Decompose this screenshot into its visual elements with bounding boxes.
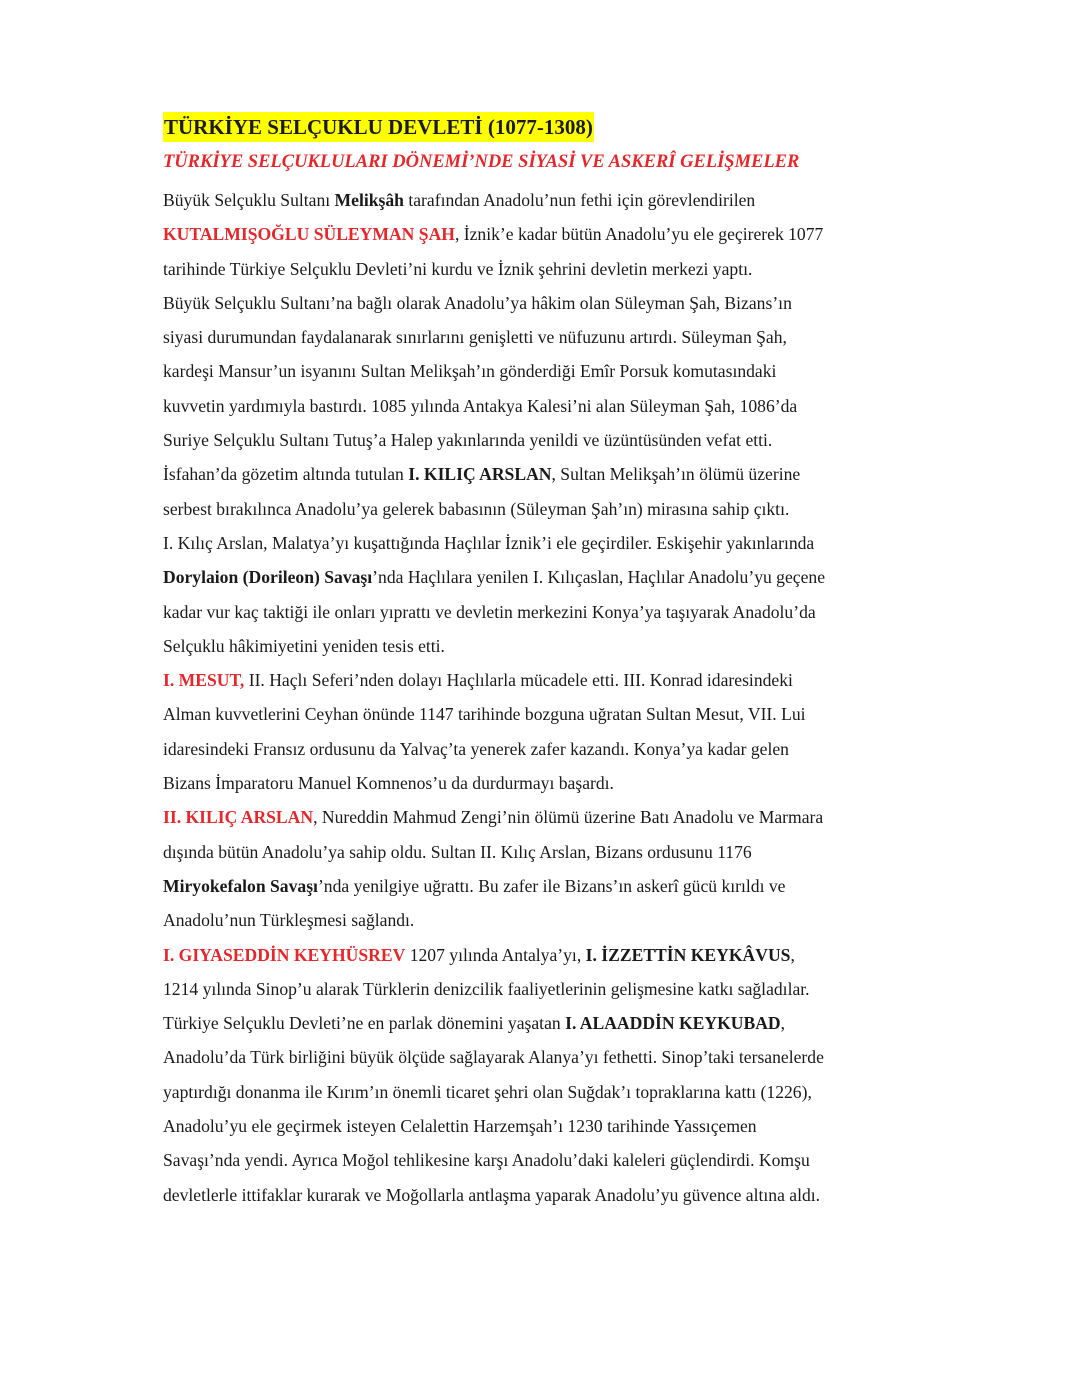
text-run: kardeşi Mansur’un isyanını Sultan Melikşah’ın gönderdiği Emîr Porsuk komutasındaki: [163, 361, 777, 382]
text-run: Anadolu’yu ele geçirmek isteyen Celalettin Harzemşah’ı 1230 tarihinde Yassıçemen: [163, 1116, 757, 1137]
text-run: devletlerle ittifaklar kurarak ve Moğollarla antlaşma yaparak Anadolu’yu güvence altına aldı.: [163, 1184, 821, 1205]
text-line: [163, 252, 923, 286]
text-line: [163, 732, 923, 766]
text-line: [163, 800, 923, 834]
text-line: [163, 560, 923, 594]
text-line: [163, 1143, 923, 1177]
text-line: [163, 526, 923, 560]
text-run: Türkiye Selçuklu Devleti’ne en parlak dönemini yaşatan: [163, 1013, 566, 1034]
text-run: dışında bütün Anadolu’ya sahip oldu. Sultan II. Kılıç Arslan, Bizans ordusunu 1176: [163, 841, 752, 862]
bold-term: I. KILIÇ ARSLAN: [408, 464, 552, 485]
text-run: ’nda Haçlılara yenilen I. Kılıçaslan, Haçlılar Anadolu’yu geçene: [372, 567, 826, 588]
text-run: Anadolu’nun Türkleşmesi sağlandı.: [163, 910, 415, 931]
text-run: siyasi durumundan faydalanarak sınırlarını genişletti ve nüfuzunu artırdı. Süleyman Şah,: [163, 327, 787, 348]
text-run: Selçuklu hâkimiyetini yeniden tesis etti.: [163, 635, 445, 656]
text-line: [163, 1040, 923, 1074]
text-line: [163, 320, 923, 354]
text-run: II. Haçlı Seferi’nden dolayı Haçlılarla mücadele etti. III. Konrad idaresindeki: [244, 670, 793, 691]
bold-term: Dorylaion (Dorileon) Savaşı: [163, 567, 373, 588]
text-run: , Nureddin Mahmud Zengi’nin ölümü üzerine Batı Anadolu ve Marmara: [313, 807, 824, 828]
text-line: [163, 492, 923, 526]
document-page: [163, 112, 923, 1212]
text-run: , Sultan Melikşah’ın ölümü üzerine: [551, 464, 801, 485]
text-line: [163, 354, 923, 388]
text-line: [163, 938, 923, 972]
text-run: ,: [780, 1013, 786, 1034]
text-line: [163, 1178, 923, 1212]
text-line: [163, 1109, 923, 1143]
bold-term: I. ALAADDİN KEYKUBAD: [565, 1013, 781, 1034]
text-run: Savaşı’nda yendi. Ayrıca Moğol tehlikesine karşı Anadolu’daki kaleleri güçlendirdi. Komşu: [163, 1150, 810, 1171]
text-run: idaresindeki Fransız ordusunu da Yalvaç’ta yenerek zafer kazandı. Konya’ya kadar gelen: [163, 738, 789, 759]
text-line: [163, 663, 923, 697]
text-run: kadar vur kaç taktiği ile onları yıprattı ve devletin merkezini Konya’ya taşıyarak Anadolu’da: [163, 601, 816, 622]
bold-term: Miryokefalon Savaşı: [163, 875, 318, 896]
text-run: Büyük Selçuklu Sultanı: [163, 190, 335, 210]
text-line: [163, 972, 923, 1006]
text-line: [163, 217, 923, 251]
text-run: 1214 yılında Sinop’u alarak Türklerin denizcilik faaliyetlerinin gelişmesine katkı sağladılar.: [163, 978, 810, 999]
text-line: [163, 766, 923, 800]
text-line: [163, 389, 923, 423]
document-subtitle: TÜRKİYE SELÇUKLULARI DÖNEMİ’NDE SİYASİ VE ASKERÎ GELİŞMELER: [163, 152, 800, 172]
text-run: İsfahan’da gözetim altında tutulan: [163, 464, 409, 485]
text-line: [163, 183, 923, 217]
text-line: [163, 1075, 923, 1109]
text-line: [163, 595, 923, 629]
text-run: tarihinde Türkiye Selçuklu Devleti’ni kurdu ve İznik şehrini devletin merkezi yaptı.: [163, 258, 753, 279]
text-run: Alman kuvvetlerini Ceyhan önünde 1147 tarihinde bozguna uğratan Sultan Mesut, VII. Lui: [163, 704, 806, 725]
text-line: [163, 869, 923, 903]
highlighted-name: II. KILIÇ ARSLAN: [163, 807, 314, 828]
text-line: [163, 903, 923, 937]
text-line: [163, 835, 923, 869]
text-line: [163, 1006, 923, 1040]
text-run: I. Kılıç Arslan, Malatya’yı kuşattığında Haçlılar İznik’i ele geçirdiler. Eskişehir yakınlarında: [163, 532, 815, 553]
text-run: Bizans İmparatoru Manuel Komnenos’u da durdurmayı başardı.: [163, 773, 614, 794]
text-run: , İznik’e kadar bütün Anadolu’yu ele geçirerek 1077: [454, 224, 824, 245]
text-run: yaptırdığı donanma ile Kırım’ın önemli ticaret şehri olan Suğdak’ı topraklarına kattı (1226),: [163, 1081, 812, 1102]
text-run: Büyük Selçuklu Sultanı’na bağlı olarak Anadolu’ya hâkim olan Süleyman Şah, Bizans’ın: [163, 292, 792, 313]
text-run: ,: [790, 944, 795, 965]
highlighted-name: KUTALMIŞOĞLU SÜLEYMAN ŞAH: [163, 224, 455, 245]
text-run: kuvvetin yardımıyla bastırdı. 1085 yılında Antakya Kalesi’ni alan Süleyman Şah, 1086’da: [163, 395, 798, 416]
bold-term: I. İZZETTİN KEYKÂVUS: [585, 944, 791, 965]
document-title: TÜRKİYE SELÇUKLU DEVLETİ (1077-1308): [163, 112, 594, 142]
text-run: serbest bırakılınca Anadolu’ya gelerek babasının (Süleyman Şah’ın) mirasına sahip çıktı.: [163, 498, 790, 519]
highlighted-name: I. MESUT,: [163, 670, 245, 691]
text-run: Anadolu’da Türk birliğini büyük ölçüde sağlayarak Alanya’yı fethetti. Sinop’taki tersanelerde: [163, 1047, 824, 1068]
text-line: [163, 629, 923, 663]
highlighted-name: I. GIYASEDDİN KEYHÜSREV: [163, 944, 406, 965]
text-run: tarafından Anadolu’nun fethi için görevlendirilen: [403, 190, 756, 210]
text-line: [163, 286, 923, 320]
text-line: [163, 457, 923, 491]
document-body: [163, 183, 923, 1212]
text-line: [163, 697, 923, 731]
text-run: Suriye Selçuklu Sultanı Tutuş’a Halep yakınlarında yenildi ve üzüntüsünden vefat etti.: [163, 430, 773, 451]
text-run: 1207 yılında Antalya’yı,: [405, 944, 586, 965]
bold-term: Melikşâh: [334, 190, 404, 210]
text-run: ’nda yenilgiye uğrattı. Bu zafer ile Bizans’ın askerî gücü kırıldı ve: [317, 875, 786, 896]
text-line: [163, 423, 923, 457]
